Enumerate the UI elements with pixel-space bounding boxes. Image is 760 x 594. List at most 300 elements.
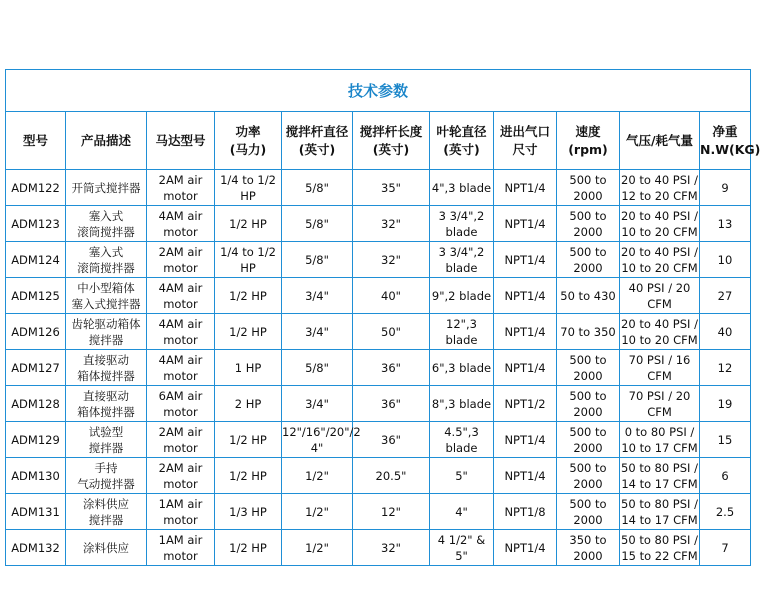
cell-line: 涂料供应 — [83, 540, 129, 555]
cell-line: 36" — [381, 360, 401, 375]
cell-line: 齿轮驱动箱体 — [71, 316, 141, 331]
cell-line: 32" — [381, 216, 401, 231]
cell-line: 4" — [455, 504, 468, 519]
cell-line: 13 — [717, 216, 733, 231]
column-header — [147, 112, 215, 170]
cell-line: NPT1/2 — [504, 396, 546, 411]
column-header — [66, 112, 147, 170]
table-cell — [147, 530, 215, 566]
table-cell — [557, 458, 620, 494]
spec-table — [5, 69, 760, 566]
table-cell — [66, 278, 147, 314]
cell-line: blade — [445, 260, 478, 275]
table-cell — [494, 314, 557, 350]
cell-line: motor — [163, 188, 198, 203]
cell-line: 1/2 HP — [229, 468, 267, 483]
table-cell: ADM127 — [6, 350, 66, 386]
table-cell — [557, 422, 620, 458]
cell-line: 20 to 40 PSI / — [621, 316, 698, 331]
table-cell — [282, 422, 361, 458]
cell-line: 气动搅拌器 — [77, 476, 135, 491]
table-cell — [620, 170, 700, 206]
cell-line: NPT1/4 — [504, 324, 546, 339]
table-cell — [620, 278, 700, 314]
cell-line: 1/2" — [305, 468, 329, 483]
table-cell — [215, 494, 282, 530]
cell-line: 40 PSI / 20 — [628, 280, 691, 295]
cell-line: 3/4" — [305, 288, 329, 303]
cell-line: 50 to 80 PSI / — [621, 460, 698, 475]
table-cell — [353, 350, 430, 386]
cell-line: 2000 — [573, 368, 603, 383]
column-header-line: 搅拌杆长度 — [359, 123, 423, 139]
cell-line: 35" — [381, 180, 401, 195]
cell-line: 滚筒搅拌器 — [77, 224, 135, 239]
table-cell — [215, 170, 282, 206]
cell-line: 2000 — [573, 440, 603, 455]
table-row — [6, 278, 751, 314]
table-cell — [282, 314, 353, 350]
cell-line: 4" — [310, 440, 324, 455]
column-header-line: 功率 — [235, 123, 261, 139]
cell-line: 12 — [717, 360, 733, 375]
cell-line: 2000 — [573, 476, 603, 491]
cell-line: 5/8" — [305, 216, 329, 231]
cell-line: 2000 — [573, 224, 603, 239]
table-cell — [700, 170, 751, 206]
table-cell — [282, 170, 353, 206]
cell-line: 涂料供应 — [83, 496, 129, 511]
table-cell — [215, 458, 282, 494]
table-cell: ADM132 — [6, 530, 66, 566]
cell-line: 3 3/4",2 — [438, 208, 485, 223]
cell-line: motor — [163, 512, 198, 527]
cell-line: 3 3/4",2 — [438, 244, 485, 259]
table-cell — [215, 314, 282, 350]
table-cell — [700, 386, 751, 422]
column-header-line: 搅拌杆直径 — [285, 123, 349, 139]
table-cell — [147, 278, 215, 314]
table-cell — [282, 206, 353, 242]
table-row — [6, 458, 751, 494]
cell-line: 4",3 blade — [431, 180, 492, 195]
cell-line: 10 to 20 CFM — [621, 260, 698, 275]
table-cell — [700, 242, 751, 278]
table-cell — [494, 350, 557, 386]
table-cell — [66, 314, 147, 350]
table-cell — [430, 494, 494, 530]
table-cell — [494, 386, 557, 422]
table-cell — [620, 350, 700, 386]
cell-line: 500 to — [569, 496, 607, 511]
table-cell — [430, 530, 494, 566]
column-header-line: 净重 — [712, 123, 738, 139]
cell-line: 36" — [381, 432, 401, 447]
column-header-line: 速度 — [575, 123, 601, 139]
cell-line: 4AM air — [158, 316, 203, 331]
table-cell — [557, 494, 620, 530]
column-header-line: N.W(KG) — [700, 141, 760, 157]
cell-line: 箱体搅拌器 — [77, 368, 135, 383]
cell-line: 1AM air — [158, 496, 203, 511]
column-header-line: (rpm) — [568, 141, 608, 157]
cell-line: 50 to 80 PSI / — [621, 496, 698, 511]
cell-line: 7 — [721, 540, 729, 555]
column-header-line: 马达型号 — [155, 132, 206, 148]
table-cell — [66, 170, 147, 206]
cell-line: NPT1/4 — [504, 432, 546, 447]
table-cell — [282, 278, 353, 314]
cell-line: blade — [445, 224, 478, 239]
cell-line: NPT1/4 — [504, 216, 546, 231]
cell-line: 15 — [717, 432, 733, 447]
table-cell — [620, 314, 700, 350]
table-cell — [700, 458, 751, 494]
cell-line: 试验型 — [88, 424, 124, 439]
cell-line: 1/2 HP — [229, 324, 267, 339]
table-row — [6, 530, 751, 566]
table-cell — [620, 386, 700, 422]
cell-line: 2AM air — [158, 172, 203, 187]
spec-table-container — [5, 69, 760, 566]
cell-line: NPT1/4 — [504, 252, 546, 267]
cell-line: 5/8" — [305, 360, 329, 375]
table-row — [6, 242, 751, 278]
cell-line: 27 — [717, 288, 733, 303]
table-cell — [353, 530, 430, 566]
cell-line: motor — [163, 404, 198, 419]
cell-line: 1/2 HP — [229, 432, 267, 447]
cell-line: 1/2 HP — [229, 288, 267, 303]
cell-line: 70 PSI / 16 — [628, 352, 691, 367]
column-header — [353, 112, 430, 170]
cell-line: 19 — [717, 396, 733, 411]
column-header-line: 型号 — [22, 132, 48, 148]
table-cell — [215, 206, 282, 242]
cell-line: 2AM air — [158, 424, 203, 439]
table-cell — [353, 278, 430, 314]
cell-line: motor — [163, 224, 198, 239]
cell-line: 5/8" — [305, 180, 329, 195]
table-cell — [147, 494, 215, 530]
table-row — [6, 314, 751, 350]
cell-line: NPT1/4 — [504, 180, 546, 195]
table-cell — [353, 422, 430, 458]
table-cell: ADM129 — [6, 422, 66, 458]
cell-line: 50 to 430 — [560, 288, 616, 303]
table-cell — [353, 494, 430, 530]
table-cell — [66, 386, 147, 422]
table-cell — [66, 206, 147, 242]
cell-line: 10 to 17 CFM — [621, 440, 698, 455]
cell-line: 1/2" — [305, 504, 329, 519]
cell-line: motor — [163, 440, 198, 455]
cell-line: 3/4" — [305, 396, 329, 411]
cell-line: 20 to 40 PSI / — [621, 244, 698, 259]
cell-line: 箱体搅拌器 — [77, 404, 135, 419]
cell-line: motor — [163, 368, 198, 383]
table-row — [6, 170, 751, 206]
cell-line: 50" — [381, 324, 401, 339]
table-cell — [494, 278, 557, 314]
table-cell — [430, 206, 494, 242]
cell-line: 4AM air — [158, 352, 203, 367]
cell-line: 0 to 80 PSI / — [624, 424, 695, 439]
table-cell — [620, 458, 700, 494]
title-row — [6, 70, 751, 112]
cell-line: motor — [163, 296, 198, 311]
table-cell — [700, 206, 751, 242]
table-cell — [66, 458, 147, 494]
table-cell — [147, 386, 215, 422]
table-cell — [215, 278, 282, 314]
cell-line: 40 — [717, 324, 733, 339]
table-cell — [147, 242, 215, 278]
cell-line: motor — [163, 476, 198, 491]
table-cell — [147, 458, 215, 494]
table-cell — [147, 422, 215, 458]
table-cell — [700, 530, 751, 566]
cell-line: 15 to 22 CFM — [621, 548, 698, 563]
cell-line: 4AM air — [158, 280, 203, 295]
cell-line: 3/4" — [305, 324, 329, 339]
cell-line: 50 to 80 PSI / — [621, 532, 698, 547]
cell-line: 1/2 HP — [229, 540, 267, 555]
cell-line: 9 — [721, 180, 729, 195]
cell-line: 直接驱动 — [83, 352, 129, 367]
cell-line: 12"/16"/20"/2 — [282, 424, 361, 439]
table-cell — [700, 314, 751, 350]
table-cell — [282, 242, 353, 278]
table-cell — [620, 494, 700, 530]
column-header-line: (英寸) — [298, 141, 336, 157]
table-cell — [66, 242, 147, 278]
table-cell — [430, 242, 494, 278]
table-cell — [494, 206, 557, 242]
table-title: 技术参数 — [6, 70, 751, 112]
table-cell — [430, 314, 494, 350]
cell-line: 2000 — [573, 260, 603, 275]
column-header — [6, 112, 66, 170]
table-cell — [66, 422, 147, 458]
table-cell — [282, 386, 353, 422]
table-cell — [215, 350, 282, 386]
cell-line: 6 — [721, 468, 729, 483]
table-row — [6, 386, 751, 422]
cell-line: 10 — [717, 252, 733, 267]
table-cell: ADM130 — [6, 458, 66, 494]
cell-line: 2AM air — [158, 244, 203, 259]
cell-line: 1 HP — [234, 360, 262, 375]
table-row — [6, 422, 751, 458]
column-header-line: 尺寸 — [512, 141, 538, 157]
table-cell: ADM122 — [6, 170, 66, 206]
table-cell — [494, 458, 557, 494]
table-cell — [147, 314, 215, 350]
cell-line: 2000 — [573, 188, 603, 203]
cell-line: HP — [240, 260, 256, 275]
cell-line: 6AM air — [158, 388, 203, 403]
cell-line: 12" — [381, 504, 401, 519]
table-cell — [620, 530, 700, 566]
table-cell — [700, 494, 751, 530]
table-cell: ADM128 — [6, 386, 66, 422]
column-header — [700, 112, 760, 170]
table-cell — [282, 530, 353, 566]
table-cell — [147, 170, 215, 206]
cell-line: 搅拌器 — [88, 332, 124, 347]
cell-line: motor — [163, 260, 198, 275]
cell-line: 9",2 blade — [431, 288, 492, 303]
column-header-line: 气压/耗气量 — [625, 132, 694, 148]
column-header — [620, 112, 700, 170]
cell-line: 500 to — [569, 424, 607, 439]
table-cell: ADM126 — [6, 314, 66, 350]
table-cell — [700, 278, 751, 314]
table-cell — [353, 242, 430, 278]
column-header-line: (英寸) — [443, 141, 480, 157]
table-cell — [430, 458, 494, 494]
cell-line: 1AM air — [158, 532, 203, 547]
table-cell — [557, 242, 620, 278]
table-cell — [557, 530, 620, 566]
cell-line: 塞入式 — [88, 244, 124, 259]
cell-line: NPT1/8 — [504, 504, 546, 519]
cell-line: blade — [445, 440, 478, 455]
table-cell — [66, 530, 147, 566]
table-cell: ADM131 — [6, 494, 66, 530]
column-header — [494, 112, 557, 170]
cell-line: 2AM air — [158, 460, 203, 475]
table-cell — [430, 422, 494, 458]
table-cell — [215, 386, 282, 422]
table-cell — [147, 350, 215, 386]
cell-line: 塞入式搅拌器 — [71, 296, 141, 311]
cell-line: 14 to 17 CFM — [621, 476, 698, 491]
cell-line: 36" — [381, 396, 401, 411]
cell-line: 10 to 20 CFM — [621, 224, 698, 239]
table-cell — [557, 314, 620, 350]
column-header-line: 产品描述 — [80, 132, 131, 148]
cell-line: 塞入式 — [88, 208, 124, 223]
cell-line: 32" — [381, 252, 401, 267]
table-cell — [353, 314, 430, 350]
table-row — [6, 494, 751, 530]
cell-line: CFM — [647, 404, 672, 419]
table-cell — [282, 350, 353, 386]
table-cell — [215, 422, 282, 458]
table-row — [6, 350, 751, 386]
cell-line: 中小型箱体 — [77, 280, 135, 295]
cell-line: CFM — [647, 368, 672, 383]
cell-line: motor — [163, 332, 198, 347]
table-cell — [557, 386, 620, 422]
table-cell — [494, 530, 557, 566]
table-cell: ADM123 — [6, 206, 66, 242]
cell-line: 40" — [381, 288, 401, 303]
table-cell — [353, 170, 430, 206]
cell-line: CFM — [647, 296, 672, 311]
cell-line: 2.5 — [715, 504, 735, 519]
table-cell — [430, 350, 494, 386]
table-cell — [494, 170, 557, 206]
table-cell — [557, 350, 620, 386]
cell-line: 70 PSI / 20 — [628, 388, 691, 403]
cell-line: 1/4 to 1/2 — [220, 244, 276, 259]
table-cell — [557, 170, 620, 206]
cell-line: NPT1/4 — [504, 540, 546, 555]
cell-line: 500 to — [569, 460, 607, 475]
table-cell: ADM124 — [6, 242, 66, 278]
cell-line: 6",3 blade — [431, 360, 492, 375]
column-header — [557, 112, 620, 170]
table-cell — [620, 422, 700, 458]
cell-line: 2000 — [573, 548, 603, 563]
cell-line: 滚筒搅拌器 — [77, 260, 135, 275]
cell-line: 8",3 blade — [431, 396, 492, 411]
table-cell — [494, 422, 557, 458]
cell-line: 2000 — [573, 512, 603, 527]
cell-line: 350 to — [569, 532, 607, 547]
cell-line: 10 to 20 CFM — [621, 332, 698, 347]
cell-line: 20.5" — [375, 468, 407, 483]
table-cell: ADM125 — [6, 278, 66, 314]
table-cell — [147, 206, 215, 242]
table-cell — [282, 458, 353, 494]
table-cell — [430, 170, 494, 206]
cell-line: NPT1/4 — [504, 468, 546, 483]
table-cell — [282, 494, 353, 530]
table-cell — [215, 242, 282, 278]
cell-line: 32" — [381, 540, 401, 555]
header-row — [6, 112, 751, 170]
cell-line: NPT1/4 — [504, 288, 546, 303]
cell-line: 搅拌器 — [88, 512, 124, 527]
cell-line: 2000 — [573, 404, 603, 419]
cell-line: 12 to 20 CFM — [621, 188, 698, 203]
cell-line: HP — [240, 188, 256, 203]
table-cell — [353, 386, 430, 422]
cell-line: 直接驱动 — [83, 388, 129, 403]
cell-line: 14 to 17 CFM — [621, 512, 698, 527]
cell-line: 1/3 HP — [229, 504, 267, 519]
cell-line: 70 to 350 — [560, 324, 616, 339]
column-header-line: (英寸) — [372, 141, 410, 157]
column-header — [215, 112, 282, 170]
table-cell — [494, 242, 557, 278]
table-row — [6, 206, 751, 242]
column-header-line: 叶轮直径 — [436, 123, 487, 139]
cell-line: 4.5",3 — [444, 424, 479, 439]
cell-line: 1/2" — [305, 540, 329, 555]
cell-line: 1/4 to 1/2 — [220, 172, 276, 187]
table-cell — [353, 206, 430, 242]
table-cell — [494, 494, 557, 530]
cell-line: 手持 — [94, 460, 118, 475]
column-header-line: 进出气口 — [499, 123, 550, 139]
cell-line: 500 to — [569, 172, 607, 187]
cell-line: 4 1/2" & 5" — [437, 532, 486, 563]
table-cell — [430, 386, 494, 422]
column-header — [430, 112, 494, 170]
table-cell — [66, 350, 147, 386]
table-cell — [700, 422, 751, 458]
cell-line: NPT1/4 — [504, 360, 546, 375]
cell-line: motor — [163, 548, 198, 563]
cell-line: 500 to — [569, 388, 607, 403]
cell-line: 5" — [455, 468, 468, 483]
cell-line: 1/2 HP — [229, 216, 267, 231]
